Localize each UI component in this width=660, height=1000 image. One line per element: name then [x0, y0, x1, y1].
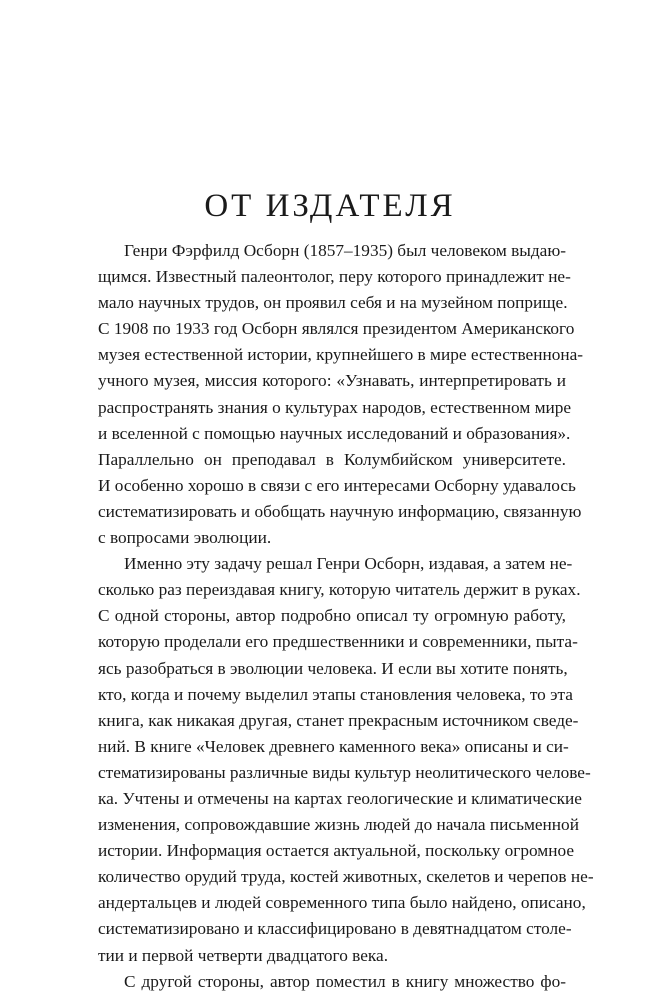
text-line: ний. В книге «Человек древнего каменного века» описаны и си-: [98, 736, 569, 756]
text-line: кто, когда и почему выделил этапы становления человека, то эта: [98, 684, 573, 704]
body-text: [98, 238, 594, 995]
text-line: музея естественной истории, крупнейшего в мире естественнона-: [98, 345, 584, 365]
text-line: систематизировать и обобщать научную информацию, связанную: [98, 501, 582, 521]
text-line: стематизированы различные виды культур неолитического челове-: [98, 762, 591, 782]
text-line: которую проделали его предшественники и современники, пыта-: [98, 632, 578, 652]
text-line: изменения, сопровождавшие жизнь людей до начала письменной: [98, 815, 579, 835]
text-line: систематизировано и классифицировано в девятнадцатом столе-: [98, 919, 572, 939]
page-title: ОТ ИЗДАТЕЛЯ: [204, 188, 456, 224]
text-line: Генри Фэрфилд Осборн (1857–1935) был человеком выдаю-: [124, 241, 566, 260]
text-line: щимся. Известный палеонтолог, перу которого принадлежит не-: [98, 267, 571, 287]
text-line: книга, как никакая другая, станет прекрасным источником сведе-: [98, 710, 579, 730]
paragraph: [98, 969, 566, 995]
text-line: распространять знания о культурах народов, естественном мире: [98, 397, 572, 417]
text-line: ка. Учтены и отмечены на картах геологические и климатические: [98, 788, 582, 808]
text-line: учного музея, миссия которого: «Узнавать, интерпретировать и: [98, 371, 566, 391]
text-line: Именно эту задачу решал Генри Осборн, издавая, а затем не-: [124, 554, 573, 574]
text-line: С 1908 по 1933 год Осборн являлся президентом Американского: [98, 319, 575, 339]
text-line: с вопросами эволюции.: [98, 528, 272, 548]
paragraph: [98, 551, 594, 969]
text-line: Параллельно он преподавал в Колумбийском университете.: [98, 449, 566, 469]
text-line: И особенно хорошо в связи с его интересами Осборну удавалось: [98, 475, 576, 495]
text-line: С одной стороны, автор подробно описал ту огромную работу,: [98, 606, 566, 626]
text-line: мало научных трудов, он проявил себя и на музейном поприще.: [98, 293, 568, 313]
text-line: тии и первой четверти двадцатого века.: [98, 945, 389, 965]
text-line: и вселенной с помощью научных исследований и образования».: [98, 423, 571, 443]
text-line: С другой стороны, автор поместил в книгу множество фо-: [124, 971, 566, 991]
text-line: сколько раз переиздавая книгу, которую читатель держит в руках.: [98, 580, 581, 600]
text-line: истории. Информация остается актуальной, поскольку огромное: [98, 841, 575, 861]
text-line: количество орудий труда, костей животных, скелетов и черепов не-: [98, 867, 594, 887]
text-line: андертальцев и людей современного типа было найдено, описано,: [98, 893, 586, 913]
text-line: ясь разобраться в эволюции человека. И если вы хотите понять,: [98, 658, 568, 678]
paragraph: [98, 238, 584, 551]
